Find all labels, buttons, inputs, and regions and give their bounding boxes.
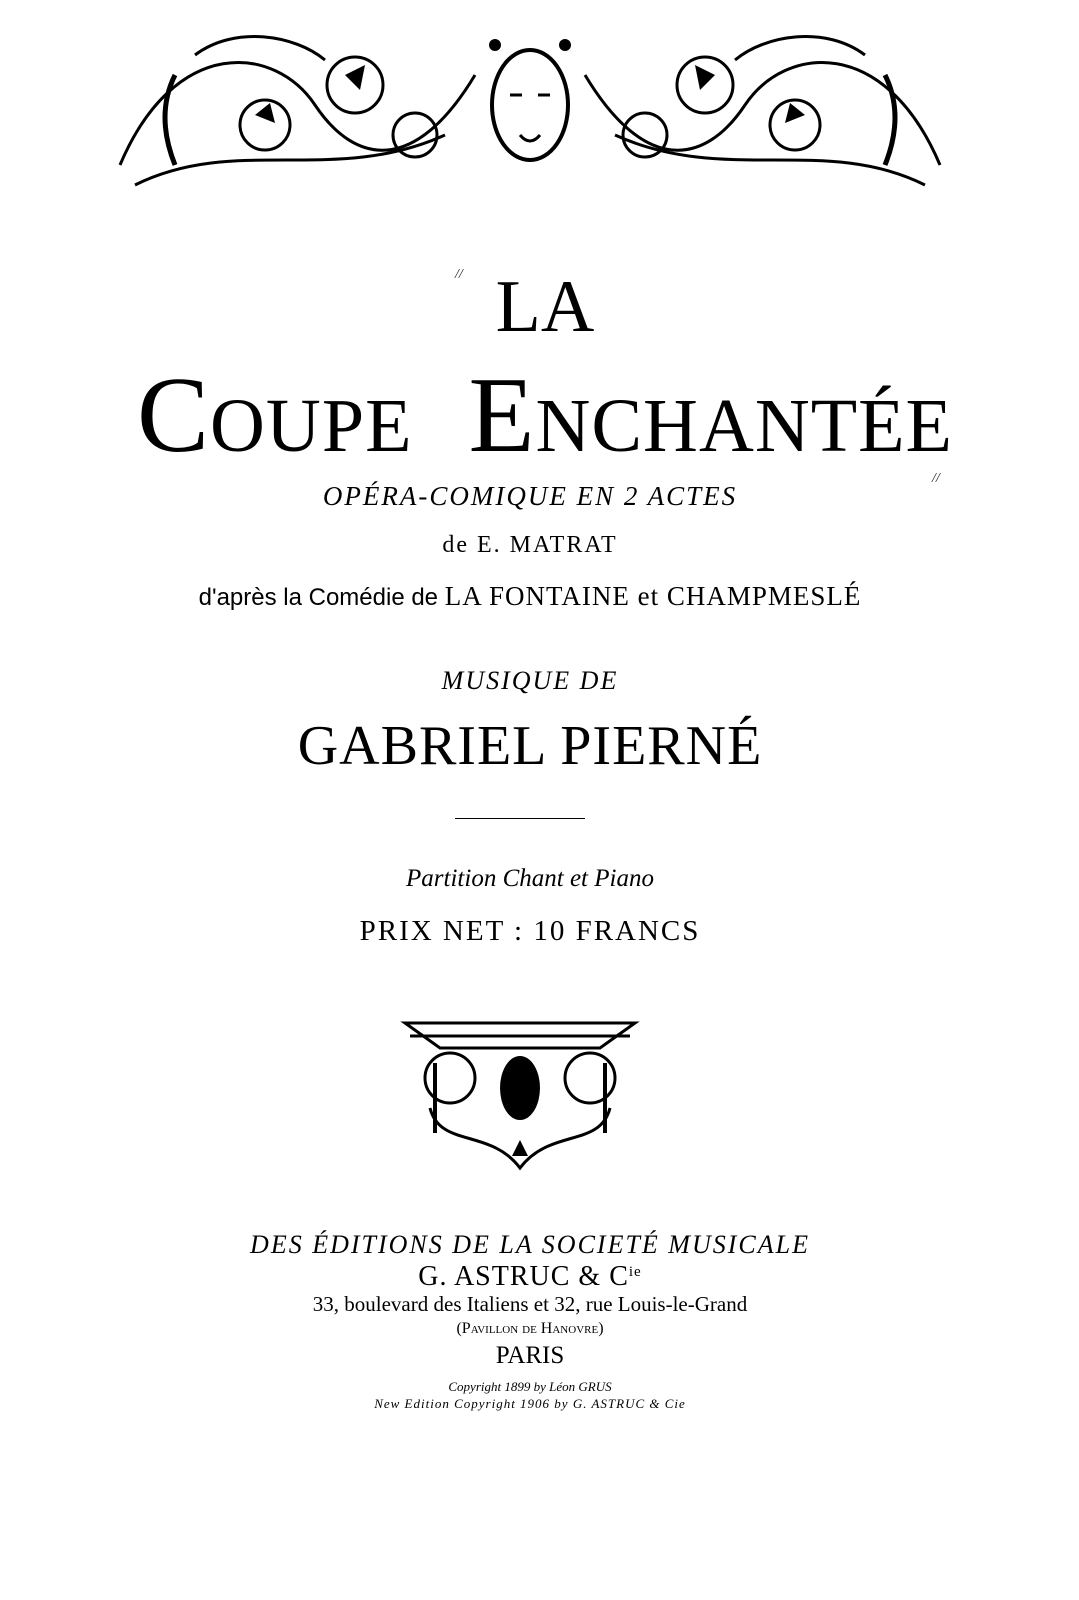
publisher-city: PARIS — [495, 1342, 565, 1369]
copyright-line-2: New Edition Copyright 1906 by G. ASTRUC & Cie — [374, 1396, 686, 1411]
edition-type: Partition Chant et Piano — [406, 865, 654, 892]
publisher-name — [418, 1263, 641, 1291]
publisher-name-text: G. ASTRUC & C — [418, 1261, 629, 1292]
title-main — [137, 356, 953, 475]
source-line — [199, 583, 862, 610]
subtitle: OPÉRA-COMIQUE EN 2 ACTES — [322, 481, 738, 511]
title-word-enchantee: Enchantée — [468, 356, 953, 475]
source-authors: LA FONTAINE et CHAMPMESLÉ — [444, 581, 862, 611]
marginal-mark-right: // — [932, 471, 940, 486]
ornamental-vignette — [400, 1018, 640, 1173]
publisher-name-sup: ie — [628, 1264, 642, 1280]
price: PRIX NET : 10 FRANCS — [359, 915, 701, 947]
marginal-mark-left: // — [455, 267, 463, 282]
ornamental-header-banner — [115, 15, 945, 193]
publisher-imprint: DES ÉDITIONS DE LA SOCIETÉ MUSICALE — [250, 1230, 810, 1259]
music-by-label: MUSIQUE DE — [441, 666, 619, 695]
title-word-coupe: Coupe — [137, 356, 413, 475]
title-article: LA — [495, 266, 595, 348]
composer-name: GABRIEL PIERNÉ — [297, 715, 763, 777]
publisher-address: 33, boulevard des Italiens et 32, rue Louis-le-Grand — [312, 1292, 748, 1316]
copyright-line-1: Copyright 1899 by Léon GRUS — [448, 1379, 612, 1394]
source-prefix: d'après la Comédie de — [198, 584, 439, 611]
publisher-building: (Pavillon de Hanovre) — [456, 1320, 604, 1337]
librettist: de E. MATRAT — [442, 532, 618, 558]
divider-rule — [455, 818, 585, 819]
